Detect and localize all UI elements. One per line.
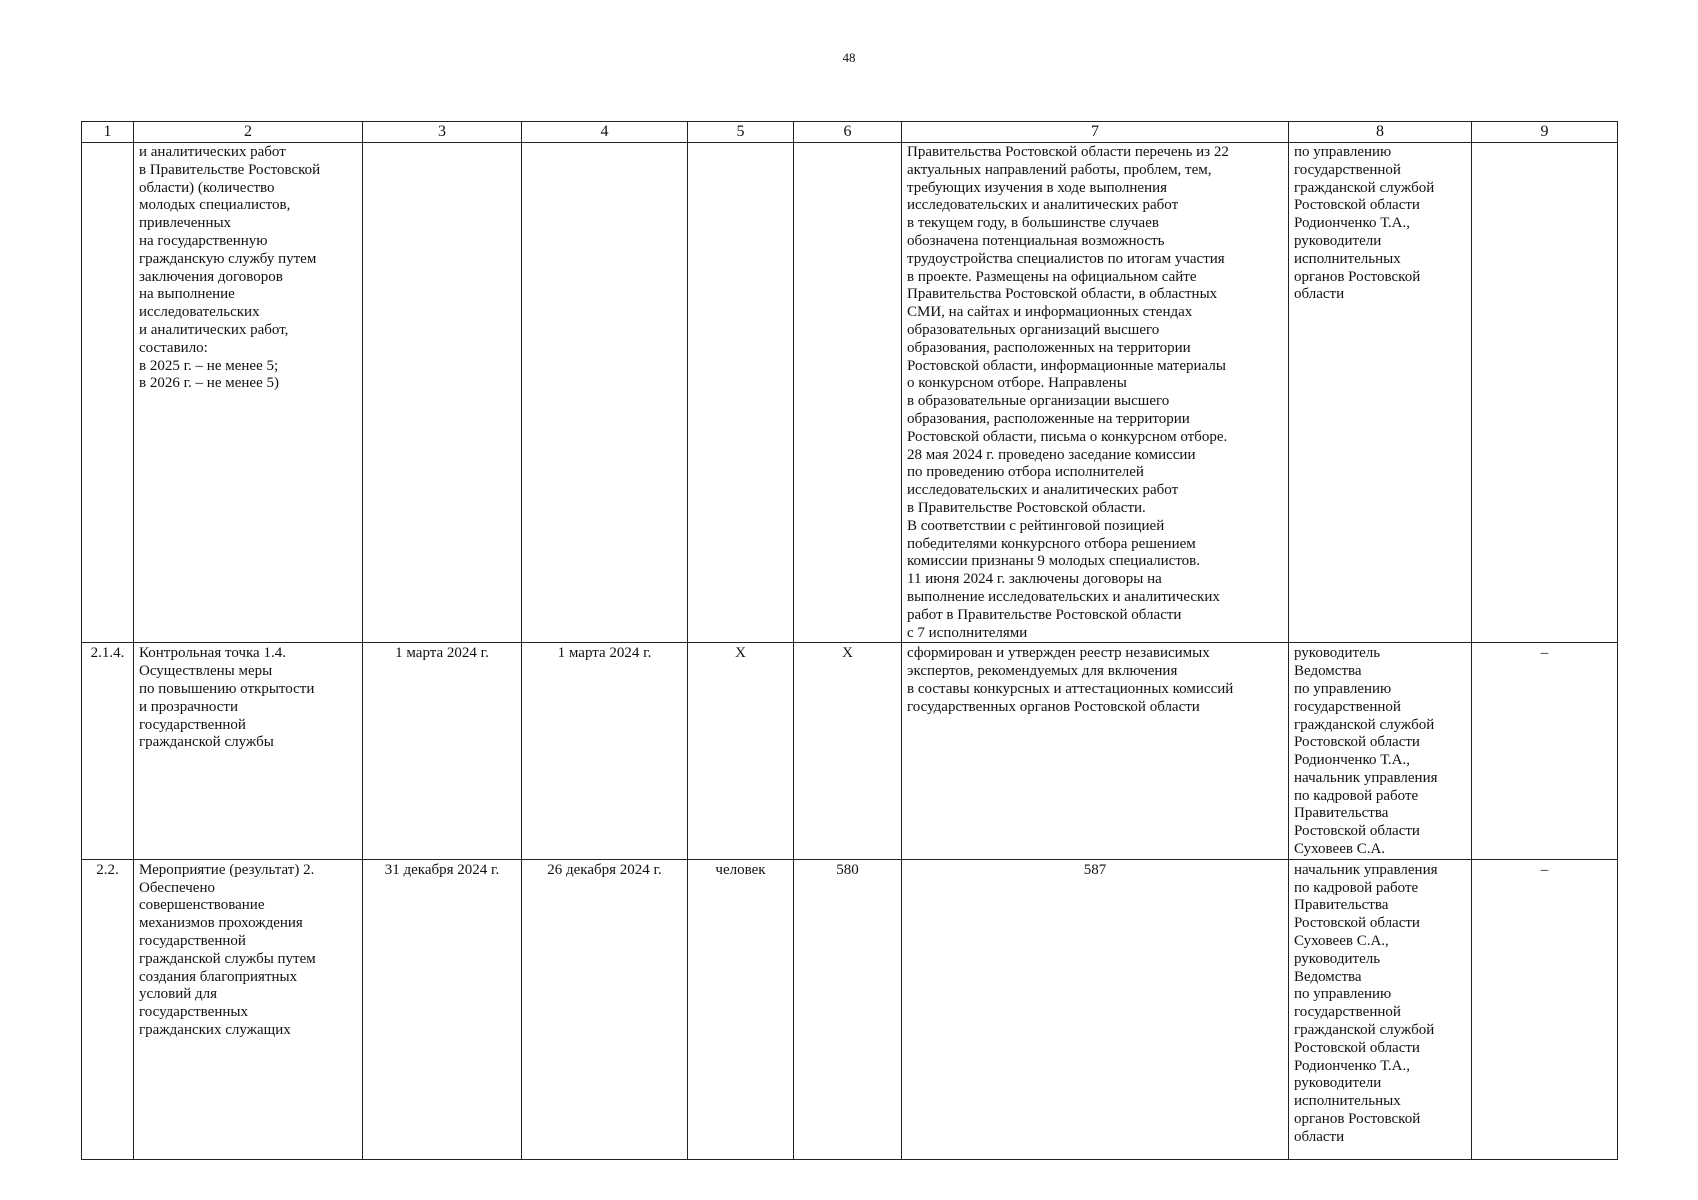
cell-text-line: условий для — [139, 986, 218, 1003]
cell-text-line: государственной — [1294, 698, 1401, 715]
cell-text-line: области — [1294, 286, 1345, 303]
cell-text-line: заключения договоров — [139, 268, 283, 285]
header-col-3: 3 — [363, 122, 522, 143]
cell-text-line: привлеченных — [139, 215, 232, 232]
row-note: – — [1472, 643, 1618, 860]
cell-text-line: в составы конкурсных и аттестационных комиссий — [907, 680, 1234, 697]
cell-text-line: по управлению — [1294, 680, 1392, 697]
cell-text-line: экспертов, рекомендуемых для включения — [907, 663, 1178, 680]
cell-text-line: руководитель — [1294, 950, 1381, 967]
cell-text-line: Мероприятие (результат) 2. — [139, 861, 315, 878]
cell-text-line: в текущем году, в большинстве случаев — [907, 215, 1159, 232]
cell-text-line: составило: — [139, 339, 208, 356]
cell-text-line: в проекте. Размещены на официальном сайте — [907, 268, 1197, 285]
header-col-2: 2 — [134, 122, 363, 143]
cell-text-line: Ведомства — [1294, 968, 1362, 985]
cell-text-line: Правительства Ростовской области перечень из 22 — [907, 144, 1229, 160]
page-number: 48 — [842, 50, 856, 65]
cell-text-line: СМИ, на сайтах и информационных стендах — [907, 304, 1193, 321]
cell-text-line: молодых специалистов, — [139, 197, 291, 214]
cell-text-line: Ростовской области, информационные материалы — [907, 357, 1226, 374]
row-name — [134, 643, 363, 860]
cell-text-line: Родионченко Т.А., — [1294, 1057, 1410, 1074]
cell-text-line: начальник управления — [1294, 769, 1438, 786]
cell-text-line: образования, расположенные на территории — [907, 410, 1190, 427]
header-col-1: 1 — [82, 122, 134, 143]
row-unit: X — [688, 643, 794, 860]
cell-text-line: в Правительстве Ростовской области. — [907, 499, 1146, 516]
row-plan-date — [363, 143, 522, 643]
cell-text-line: Родионченко Т.А., — [1294, 215, 1410, 232]
cell-text-line: государственной — [139, 933, 246, 950]
cell-text-line: Ростовской области — [1294, 823, 1420, 840]
row-responsible — [1289, 643, 1472, 860]
table-row — [82, 143, 1618, 643]
cell-text-line: Осуществлены меры — [139, 663, 273, 680]
cell-text-line: гражданской службой — [1294, 1022, 1435, 1039]
cell-text-line: выполнение исследовательских и аналитических — [907, 588, 1220, 605]
cell-text-line: области — [1294, 1128, 1345, 1145]
row-plan-value: 580 — [794, 859, 902, 1159]
row-plan-value — [794, 143, 902, 643]
cell-text-line: органов Ростовской — [1294, 1111, 1421, 1128]
row-result — [902, 643, 1289, 860]
cell-text-line: и аналитических работ — [139, 144, 286, 160]
cell-text-line: по кадровой работе — [1294, 879, 1419, 896]
cell-text-line: 587 — [1083, 861, 1107, 878]
row-name — [134, 859, 363, 1159]
cell-text-line: комиссии признаны 9 молодых специалистов. — [907, 553, 1201, 570]
cell-text-line: Ростовской области — [1294, 734, 1420, 751]
header-col-4: 4 — [522, 122, 688, 143]
cell-text-line: государственной — [139, 716, 246, 733]
cell-text-line: 28 мая 2024 г. проведено заседание комиссии — [907, 446, 1196, 463]
row-plan-date: 31 декабря 2024 г. — [363, 859, 522, 1159]
cell-text-line: Родионченко Т.А., — [1294, 752, 1410, 769]
row-result — [902, 143, 1289, 643]
cell-text-line: в Правительстве Ростовской — [139, 161, 321, 178]
cell-text-line: гражданских служащих — [139, 1022, 291, 1039]
cell-text-line: органов Ростовской — [1294, 268, 1421, 285]
cell-text-line: гражданской службы — [139, 734, 274, 751]
header-col-5: 5 — [688, 122, 794, 143]
cell-text-line: и аналитических работ, — [139, 321, 289, 338]
cell-text-line: государственной — [1294, 161, 1401, 178]
table-row — [82, 859, 1618, 1159]
cell-text-line: образовательных организаций высшего — [907, 321, 1160, 338]
row-name — [134, 143, 363, 643]
row-note: – — [1472, 859, 1618, 1159]
cell-text-line: и прозрачности — [139, 698, 238, 715]
cell-text-line: по кадровой работе — [1294, 787, 1419, 804]
cell-text-line: исследовательских и аналитических работ — [907, 197, 1179, 214]
row-plan-value: X — [794, 643, 902, 860]
cell-text-line: работ в Правительстве Ростовской области — [907, 606, 1182, 623]
cell-text-line: Ростовской области — [1294, 915, 1420, 932]
cell-text-line: по повышению открытости — [139, 680, 315, 697]
cell-text-line: исследовательских и аналитических работ — [907, 482, 1179, 499]
table-row — [82, 643, 1618, 860]
cell-text-line: гражданскую службу путем — [139, 250, 317, 267]
cell-text-line: области) (количество — [139, 179, 275, 196]
cell-text-line: Суховеев С.А., — [1294, 933, 1389, 950]
cell-text-line: обозначена потенциальная возможность — [907, 232, 1165, 249]
cell-text-line: в 2026 г. – не менее 5) — [139, 375, 279, 392]
row-unit: человек — [688, 859, 794, 1159]
cell-text-line: государственных органов Ростовской области — [907, 698, 1200, 715]
row-responsible — [1289, 859, 1472, 1159]
cell-text-line: руководители — [1294, 232, 1382, 249]
cell-text-line: с 7 исполнителями — [907, 624, 1028, 641]
cell-text-line: исполнительных — [1294, 1093, 1401, 1110]
cell-text-line: победителями конкурсного отбора решением — [907, 535, 1196, 552]
cell-text-line: по проведению отбора исполнителей — [907, 464, 1144, 481]
cell-text-line: по управлению — [1294, 986, 1392, 1003]
row-result — [902, 859, 1289, 1159]
row-fact-date: 26 декабря 2024 г. — [522, 859, 688, 1159]
cell-text-line: Контрольная точка 1.4. — [139, 645, 286, 662]
row-fact-date — [522, 143, 688, 643]
cell-text-line: Правительства — [1294, 897, 1389, 914]
cell-text-line: исследовательских — [139, 304, 260, 321]
cell-text-line: в образовательные организации высшего — [907, 393, 1170, 410]
cell-text-line: гражданской службой — [1294, 179, 1435, 196]
row-number — [82, 143, 134, 643]
cell-text-line: Суховеев С.А. — [1294, 841, 1386, 858]
cell-text-line: государственных — [139, 1004, 248, 1021]
cell-text-line: начальник управления — [1294, 861, 1438, 878]
cell-text-line: создания благоприятных — [139, 968, 298, 985]
cell-text-line: руководители — [1294, 1075, 1382, 1092]
cell-text-line: трудоустройства специалистов по итогам участия — [907, 250, 1225, 267]
cell-text-line: Обеспечено — [139, 879, 215, 896]
cell-text-line: сформирован и утвержден реестр независимых — [907, 645, 1210, 662]
header-col-8: 8 — [1289, 122, 1472, 143]
cell-text-line: актуальных направлений работы, проблем, тем, — [907, 161, 1212, 178]
cell-text-line: исполнительных — [1294, 250, 1401, 267]
cell-text-line: Ведомства — [1294, 663, 1362, 680]
report-table — [81, 121, 1618, 1160]
header-col-7: 7 — [902, 122, 1289, 143]
cell-text-line: В соответствии с рейтинговой позицией — [907, 517, 1165, 534]
cell-text-line: гражданской службой — [1294, 716, 1435, 733]
cell-text-line: Ростовской области — [1294, 197, 1420, 214]
cell-text-line: механизмов прохождения — [139, 915, 303, 932]
row-plan-date: 1 марта 2024 г. — [363, 643, 522, 860]
cell-text-line: 11 июня 2024 г. заключены договоры на — [907, 571, 1162, 588]
cell-text-line: в 2025 г. – не менее 5; — [139, 357, 279, 374]
cell-text-line: Ростовской области — [1294, 1039, 1420, 1056]
cell-text-line: на выполнение — [139, 286, 235, 303]
cell-text-line: о конкурсном отборе. Направлены — [907, 375, 1127, 392]
row-note — [1472, 143, 1618, 643]
cell-text-line: гражданской службы путем — [139, 950, 316, 967]
cell-text-line: на государственную — [139, 232, 268, 249]
cell-text-line: государственной — [1294, 1004, 1401, 1021]
row-fact-date: 1 марта 2024 г. — [522, 643, 688, 860]
cell-text-line: Ростовской области, письма о конкурсном отборе. — [907, 428, 1228, 445]
cell-text-line: совершенствование — [139, 897, 265, 914]
header-row — [82, 122, 1618, 143]
row-unit — [688, 143, 794, 643]
cell-text-line: руководитель — [1294, 645, 1381, 662]
cell-text-line: по управлению — [1294, 144, 1392, 160]
row-number: 2.1.4. — [82, 643, 134, 860]
header-col-9: 9 — [1472, 122, 1618, 143]
header-col-6: 6 — [794, 122, 902, 143]
cell-text-line: Правительства Ростовской области, в областных — [907, 286, 1218, 303]
cell-text-line: требующих изучения в ходе выполнения — [907, 179, 1168, 196]
row-number: 2.2. — [82, 859, 134, 1159]
row-responsible — [1289, 143, 1472, 643]
cell-text-line: Правительства — [1294, 805, 1389, 822]
cell-text-line: образования, расположенных на территории — [907, 339, 1191, 356]
